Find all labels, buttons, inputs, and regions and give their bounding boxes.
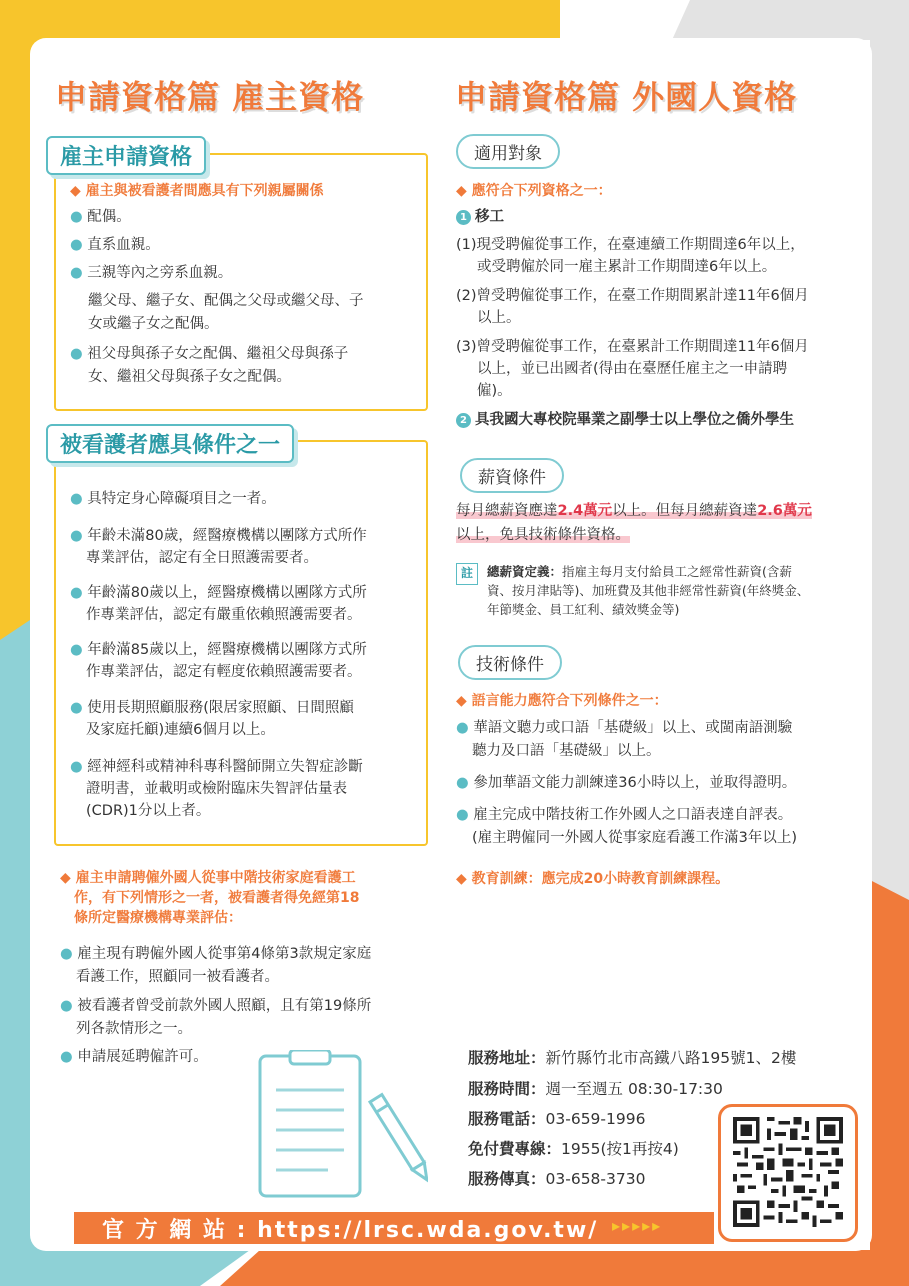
right-title: 申請資格篇 外國人資格 [455,78,798,116]
list-item: ● 申請展延聘僱許可。 [60,1049,208,1065]
list-item: ● 祖父母與孫子女之配偶、繼祖父母與孫子 [70,346,349,362]
salary-line-1: 每月總薪資應達2.4萬元以上。但每月總薪資達2.6萬元 [456,503,812,519]
note-line-3: 年節獎金、員工紅利、績效獎金等) [487,602,680,617]
contact-phone: 服務電話：03-659-1996 [468,1110,646,1128]
condition-line: 以上。 [477,310,521,326]
list-item: ● 直系血親。 [70,237,160,253]
left-title: 申請資格篇 雇主資格 [55,78,365,116]
condition-line: (1)現受聘僱從事工作，在臺連續工作期間達6年以上， [456,237,805,253]
list-item: ● 具特定身心障礙項目之一者。 [70,491,276,507]
tech-heading: ◆ 語言能力應符合下列條件之一： [456,693,668,709]
employer-heading: ◆ 雇主與被看護者間應具有下列親屬關係 [70,183,324,199]
applicable-item-1: 1 移工 [456,206,504,228]
salary-pill: 薪資條件 [460,458,564,493]
note-line-1: 總薪資定義：指雇主每月支付給員工之經常性薪資(含薪 [487,564,792,579]
applicable-item-2: 2 具我國大專校院畢業之副學士以上學位之僑外學生 [456,409,794,431]
list-item-cont: 作專業評估，認定有輕度依賴照護需要者。 [86,664,362,680]
list-item-cont: 列各款情形之一。 [76,1021,192,1037]
list-item-cont: (雇主聘僱同一外國人從事家庭看護工作滿3年以上) [472,830,798,846]
contact-hours: 服務時間：週一至週五 08:30-17:30 [468,1080,723,1098]
sub-item-line: 繼父母、繼子女、配偶之父母或繼父母、子 [88,293,364,309]
exempt-heading-2: 作，有下列情形之一者，被看護者得免經第18 [74,890,360,906]
list-item: ● 被看護者曾受前款外國人照顧，且有第19條所 [60,998,372,1014]
tech-pill: 技術條件 [458,645,562,680]
number-2-icon: 2 [456,413,471,428]
salary-line-2: 以上，免具技術條件資格。 [456,527,630,543]
condition-line: 以上，並已出國者(得由在臺歷任雇主之一申請聘 [477,361,788,377]
patient-tab: 被看護者應具條件之一 [46,424,294,463]
list-item-cont: 證明書，並載明或檢附臨床失智評估量表 [86,781,347,797]
contact-address: 服務地址：新竹縣竹北市高鐵八路195號1、2樓 [468,1049,797,1067]
list-item-cont: 專業評估，認定有全日照護需要者。 [86,550,318,566]
list-item-cont: 聽力及口語「基礎級」以上。 [472,743,661,759]
applicable-pill: 適用對象 [456,134,560,169]
list-item-cont: 作專業評估，認定有嚴重依賴照護需要者。 [86,607,362,623]
exempt-heading-3: 條所定醫療機構專業評估： [74,910,242,926]
note-line-2: 資、按月津貼等)、加班費及其他非經常性薪資(年終獎金、 [487,583,810,598]
list-item-cont: 看護工作，照顧同一被看護者。 [76,969,279,985]
list-item-cont: (CDR)1分以上者。 [86,803,211,819]
list-item: ● 華語文聽力或口語「基礎級」以上、或閩南語測驗 [456,720,793,736]
list-item: ● 雇主完成中階技術工作外國人之口語表達自評表。 [456,807,793,823]
arrows-icon: ▸▸▸▸▸ [612,1216,663,1235]
list-item: ● 參加華語文能力訓練達36小時以上，並取得證明。 [456,775,797,791]
list-item: ● 年齡未滿80歲，經醫療機構以團隊方式所作 [70,528,367,544]
qr-code-icon[interactable] [733,1116,843,1228]
list-item: ● 雇主現有聘僱外國人從事第4條第3款規定家庭 [60,946,372,962]
note-badge: 註 [456,563,478,585]
list-item: ● 三親等內之旁系血親。 [70,265,233,281]
condition-line: 僱)。 [477,383,512,399]
condition-line: (2)曾受聘僱從事工作，在臺工作期間累計達11年6個月 [456,288,809,304]
condition-line: (3)曾受聘僱從事工作，在臺累計工作期間達11年6個月 [456,339,809,355]
list-item-cont: 女、繼祖父母與孫子女之配偶。 [88,369,291,385]
sub-item-line: 女或繼子女之配偶。 [88,316,219,332]
list-item: ● 年齡滿85歲以上，經醫療機構以團隊方式所 [70,642,367,658]
list-item: ● 配偶。 [70,209,131,225]
list-item: ● 經神經科或精神科專科醫師開立失智症診斷 [70,759,363,775]
website-link[interactable]: 官 方 網 站 : https://lrsc.wda.gov.tw/ [102,1218,599,1243]
list-item: ● 年齡滿80歲以上，經醫療機構以團隊方式所 [70,585,367,601]
applicable-heading: ◆ 應符合下列資格之一： [456,183,612,199]
clipboard-icon [258,1050,428,1200]
contact-free-line: 免付費專線：1955(按1再按4) [468,1140,679,1158]
contact-fax: 服務傳真：03-658-3730 [468,1170,646,1188]
exempt-heading-1: ◆ 雇主申請聘僱外國人從事中階技術家庭看護工 [60,870,356,886]
condition-line: 或受聘僱於同一雇主累計工作期間達6年以上。 [477,259,777,275]
list-item: ● 使用長期照顧服務(限居家照顧、日間照顧 [70,700,354,716]
list-item-cont: 及家庭托顧)連續6個月以上。 [86,722,275,738]
number-1-icon: 1 [456,210,471,225]
employer-tab: 雇主申請資格 [46,136,206,175]
edu-heading: ◆ 教育訓練：應完成20小時教育訓練課程。 [456,871,730,887]
